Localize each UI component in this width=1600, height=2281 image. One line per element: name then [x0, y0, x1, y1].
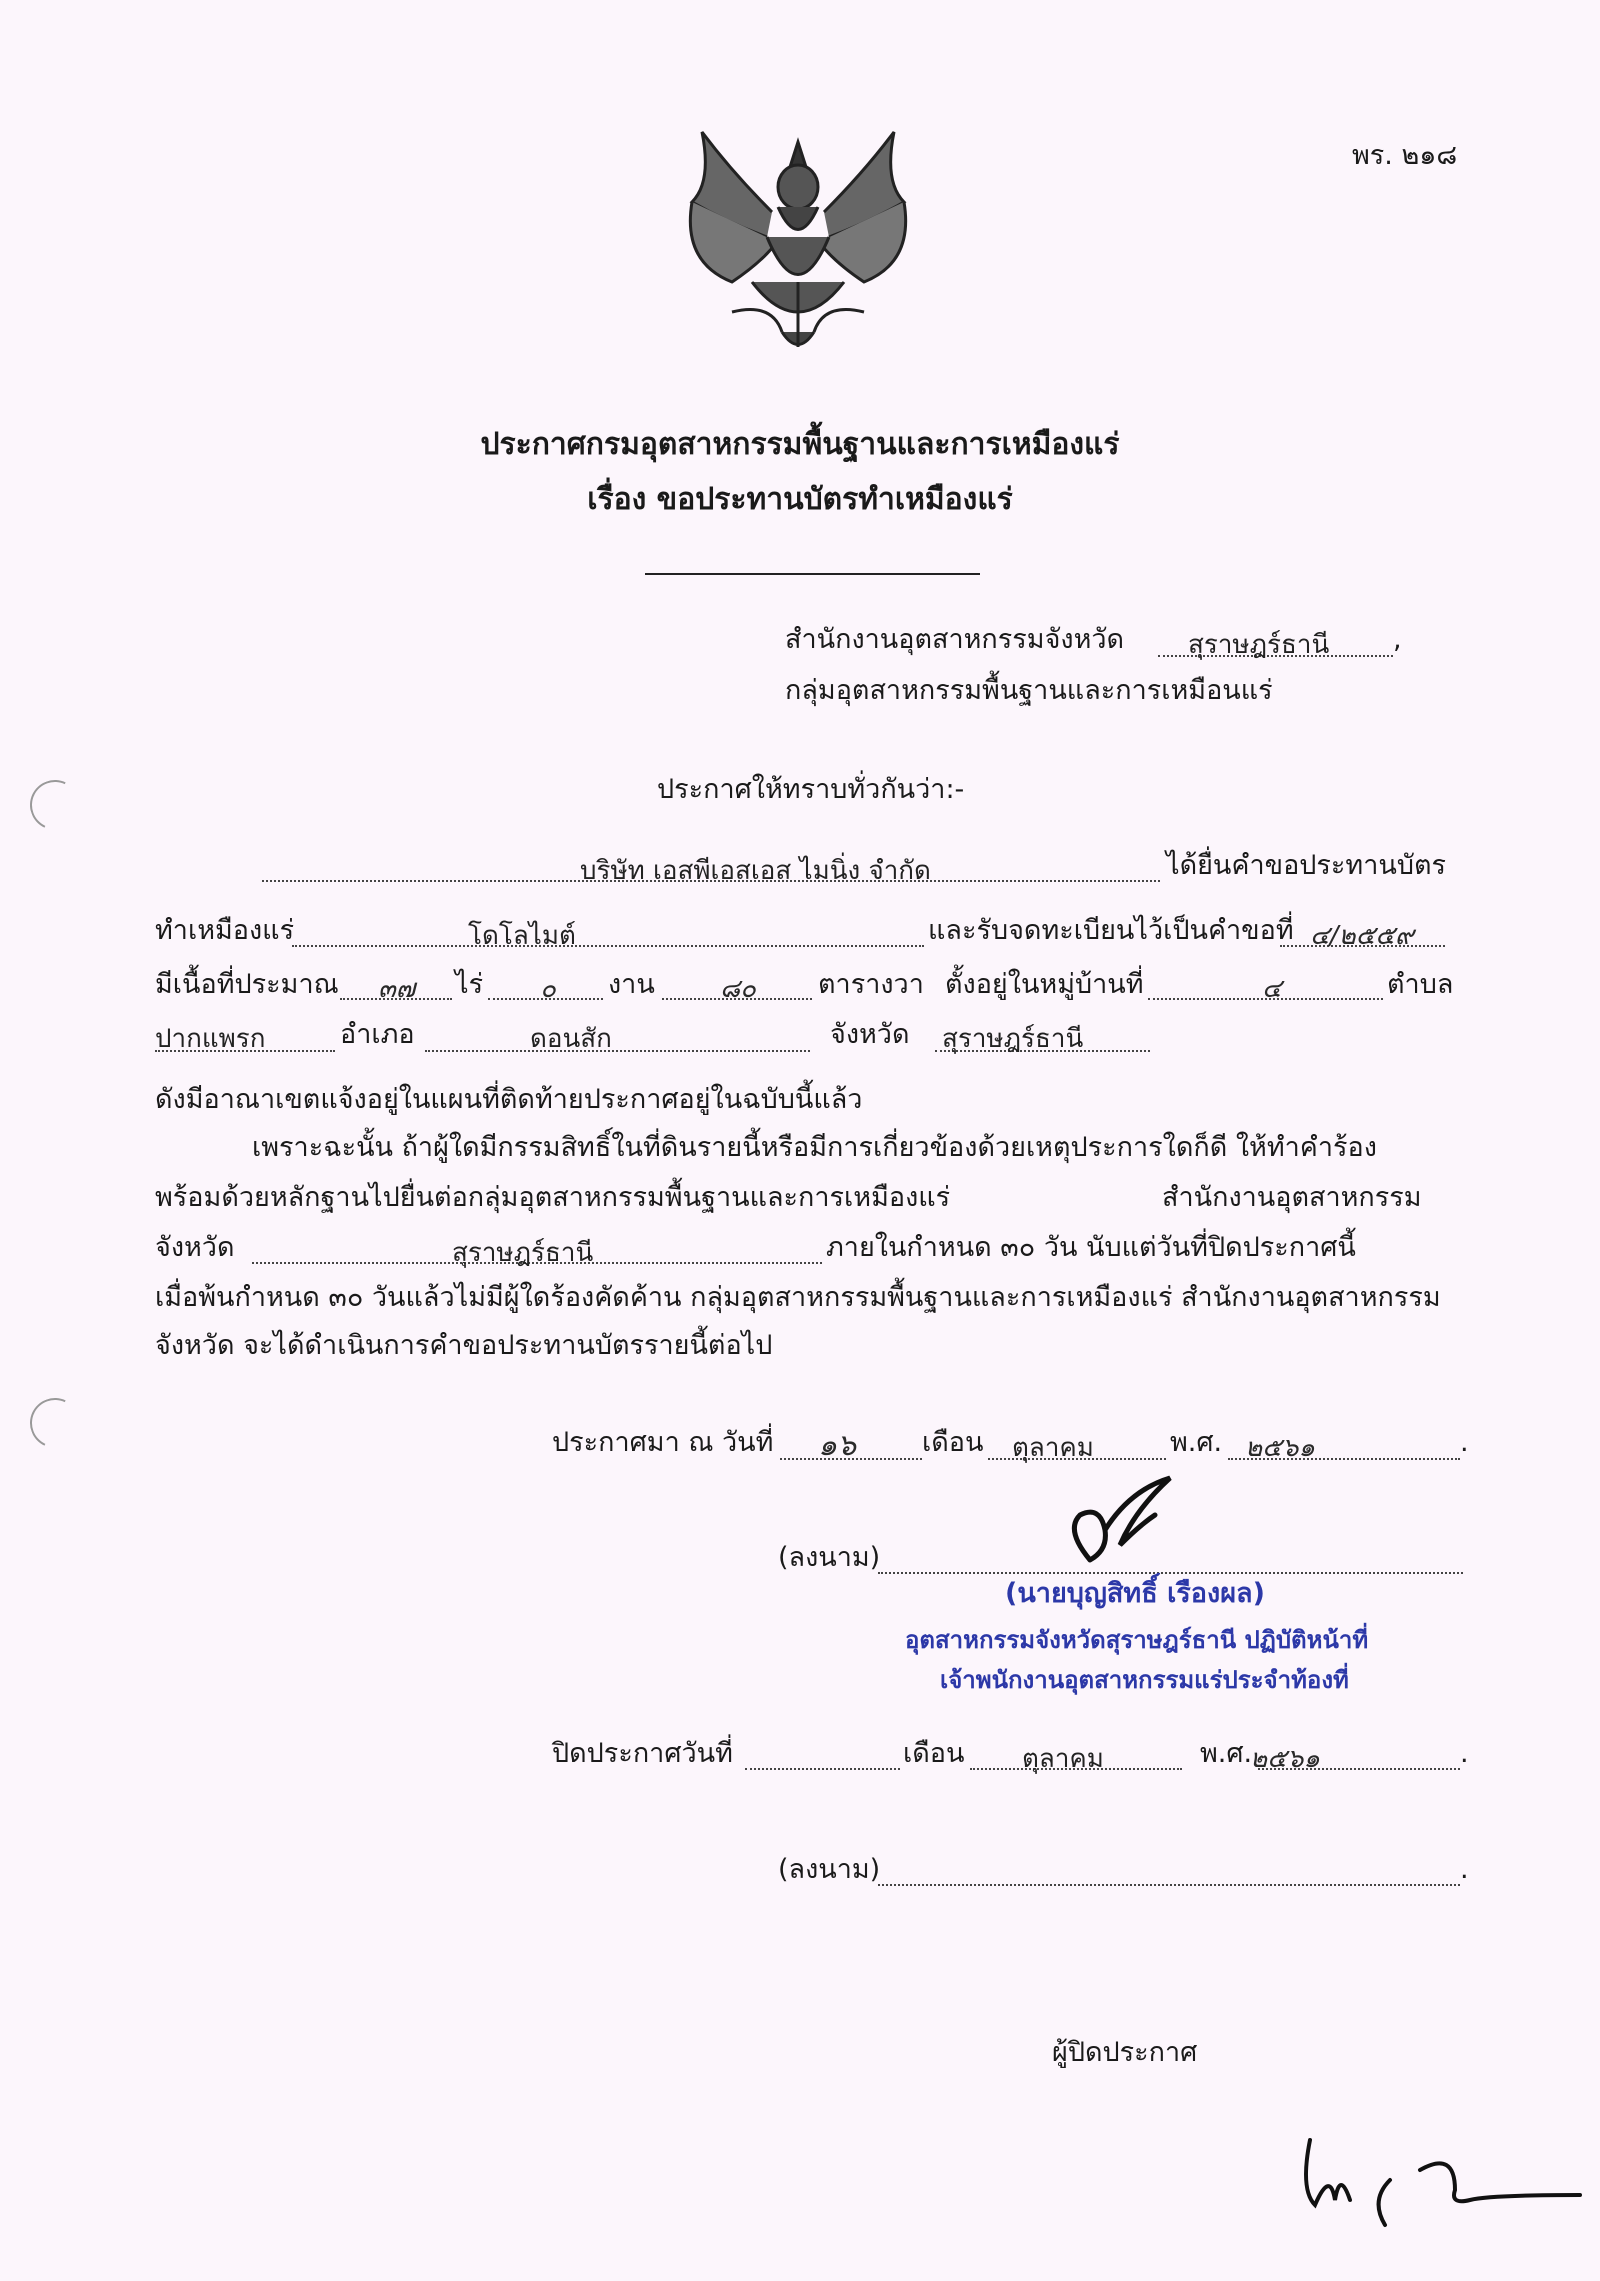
initials-mark [1280, 2130, 1590, 2270]
village-number: ๔ [1262, 974, 1282, 1004]
document-title: ประกาศกรมอุตสาหกรรมพื้นฐานและการเหมืองแร่ [480, 427, 1120, 462]
paragraph-line4: เมื่อพ้นกำหนด ๓๐ วันแล้วไม่มีผู้ใดร้องคัดค้าน กลุ่มอุตสาหกรรมพื้นฐานและการเหมืองแร่ สำนักงานอุตสาหกรรม [155, 1282, 1441, 1313]
signature2-end: . [1460, 1854, 1469, 1885]
posted-day-dotline [745, 1768, 900, 1770]
signer-position-1: อุตสาหกรรมจังหวัดสุราษฎร์ธานี ปฏิบัติหน้าที่ [905, 1626, 1369, 1654]
posted-end: . [1460, 1738, 1469, 1769]
posted-month-label: เดือน [903, 1738, 965, 1769]
document-subject: เรื่อง ขอประทานบัตรทำเหมืองแร่ [587, 482, 1013, 517]
signer-name: (นายบุญสิทธิ์ เรืองผล) [1005, 1578, 1265, 1609]
signature2-dotline [878, 1884, 1460, 1886]
amphoe-dotline [425, 1050, 810, 1052]
tambon-dotline [155, 1050, 335, 1052]
announced-month-label: เดือน [922, 1427, 984, 1458]
wa-label: ตารางวา [818, 969, 924, 1000]
announced-day: ๑๖ [818, 1428, 857, 1463]
posted-month: ตุลาคม [1022, 1744, 1104, 1774]
announced-end: . [1460, 1427, 1469, 1458]
paragraph-line3-label: จังหวัด [155, 1232, 235, 1263]
announced-label: ประกาศมา ณ วันที่ [552, 1427, 774, 1458]
punch-hole-top [23, 773, 87, 837]
signature-mark-1 [1060, 1470, 1180, 1570]
garuda-emblem [672, 112, 924, 362]
title-divider [645, 573, 980, 575]
company-name: บริษัท เอสพีเอสเอส ไมนิ่ง จำกัด [580, 856, 931, 886]
signature1-label: (ลงนาม) [778, 1542, 881, 1573]
mineral-name: โดโลไมต์ [468, 921, 576, 951]
signature2-label: (ลงนาม) [778, 1854, 881, 1885]
office-line1-prefix: สำนักงานอุตสาหกรรมจังหวัด [785, 624, 1125, 655]
form-code: พร. ๒๑๘ [1352, 140, 1458, 171]
ngan-value: ๐ [540, 974, 556, 1004]
ngan-label: งาน [608, 969, 655, 1000]
after-company-text: ได้ยื่นคำขอประทานบัตร [1166, 850, 1447, 881]
village-label: ตั้งอยู่ในหมู่บ้านที่ [945, 969, 1144, 1000]
office-line2: กลุ่มอุตสาหกรรมพื้นฐานและการเหมือนแร่ [785, 675, 1273, 706]
rai-label: ไร่ [455, 969, 484, 1000]
announced-year-label: พ.ศ. [1170, 1427, 1223, 1458]
area-label: มีเนื้อที่ประมาณ [155, 969, 339, 1000]
announce-intro: ประกาศให้ทราบทั่วกันว่า:- [657, 774, 965, 805]
announced-month: ตุลาคม [1012, 1433, 1094, 1463]
announced-year: ๒๕๖๑ [1245, 1433, 1315, 1463]
office-province: สุราษฎร์ธานี [1188, 630, 1330, 660]
paragraph-line1: เพราะฉะนั้น ถ้าผู้ใดมีกรรมสิทธิ์ในที่ดินรายนี้หรือมีการเกี่ยวข้องด้วยเหตุประการใดก็ดี ให้ทำคำร้อง [252, 1132, 1377, 1163]
posted-label: ปิดประกาศวันที่ [552, 1738, 733, 1769]
paragraph-line2b: สำนักงานอุตสาหกรรม [1162, 1182, 1422, 1213]
wa-value: ๘๐ [720, 974, 756, 1004]
map-line: ดังมีอาณาเขตแจ้งอยู่ในแผนที่ติดท้ายประกาศอยู่ในฉบับนี้แล้ว [155, 1084, 863, 1115]
registered-label: และรับจดทะเบียนไว้เป็นคำขอที่ [928, 915, 1294, 946]
mineral-dotline [292, 945, 924, 947]
signer-position-2: เจ้าพนักงานอุตสาหกรรมแร่ประจำท้องที่ [940, 1666, 1349, 1694]
paragraph-line2a: พร้อมด้วยหลักฐานไปยื่นต่อกลุ่มอุตสาหกรรมพื้นฐานและการเหมืองแร่ [155, 1182, 951, 1213]
poster-role: ผู้ปิดประกาศ [1052, 2037, 1198, 2068]
signature1-dotline [878, 1572, 1463, 1574]
amphoe-label: อำเภอ [340, 1019, 415, 1050]
mine-label: ทำเหมืองแร่ [155, 915, 295, 946]
paragraph-line5: จังหวัด จะได้ดำเนินการคำขอประทานบัตรรายนี้ต่อไป [155, 1330, 773, 1361]
paragraph-province: สุราษฎร์ธานี [452, 1238, 594, 1268]
amphoe-name: ดอนสัก [530, 1024, 612, 1054]
province-name: สุราษฎร์ธานี [942, 1024, 1084, 1054]
punch-hole-bottom [23, 1391, 87, 1455]
province-label: จังหวัด [830, 1019, 910, 1050]
office-line1-suffix: , [1393, 624, 1402, 655]
posted-year: ๒๕๖๑ [1250, 1744, 1320, 1774]
posted-year-label: พ.ศ. [1200, 1738, 1253, 1769]
tambon-label: ตำบล [1387, 969, 1454, 1000]
paragraph-line3-rest: ภายในกำหนด ๓๐ วัน นับแต่วันที่ปิดประกาศนี้ [826, 1232, 1356, 1263]
rai-value: ๓๗ [378, 974, 416, 1004]
request-number: ๔/๒๕๕๙ [1310, 921, 1414, 951]
tambon-name: ปากแพรก [155, 1024, 266, 1054]
